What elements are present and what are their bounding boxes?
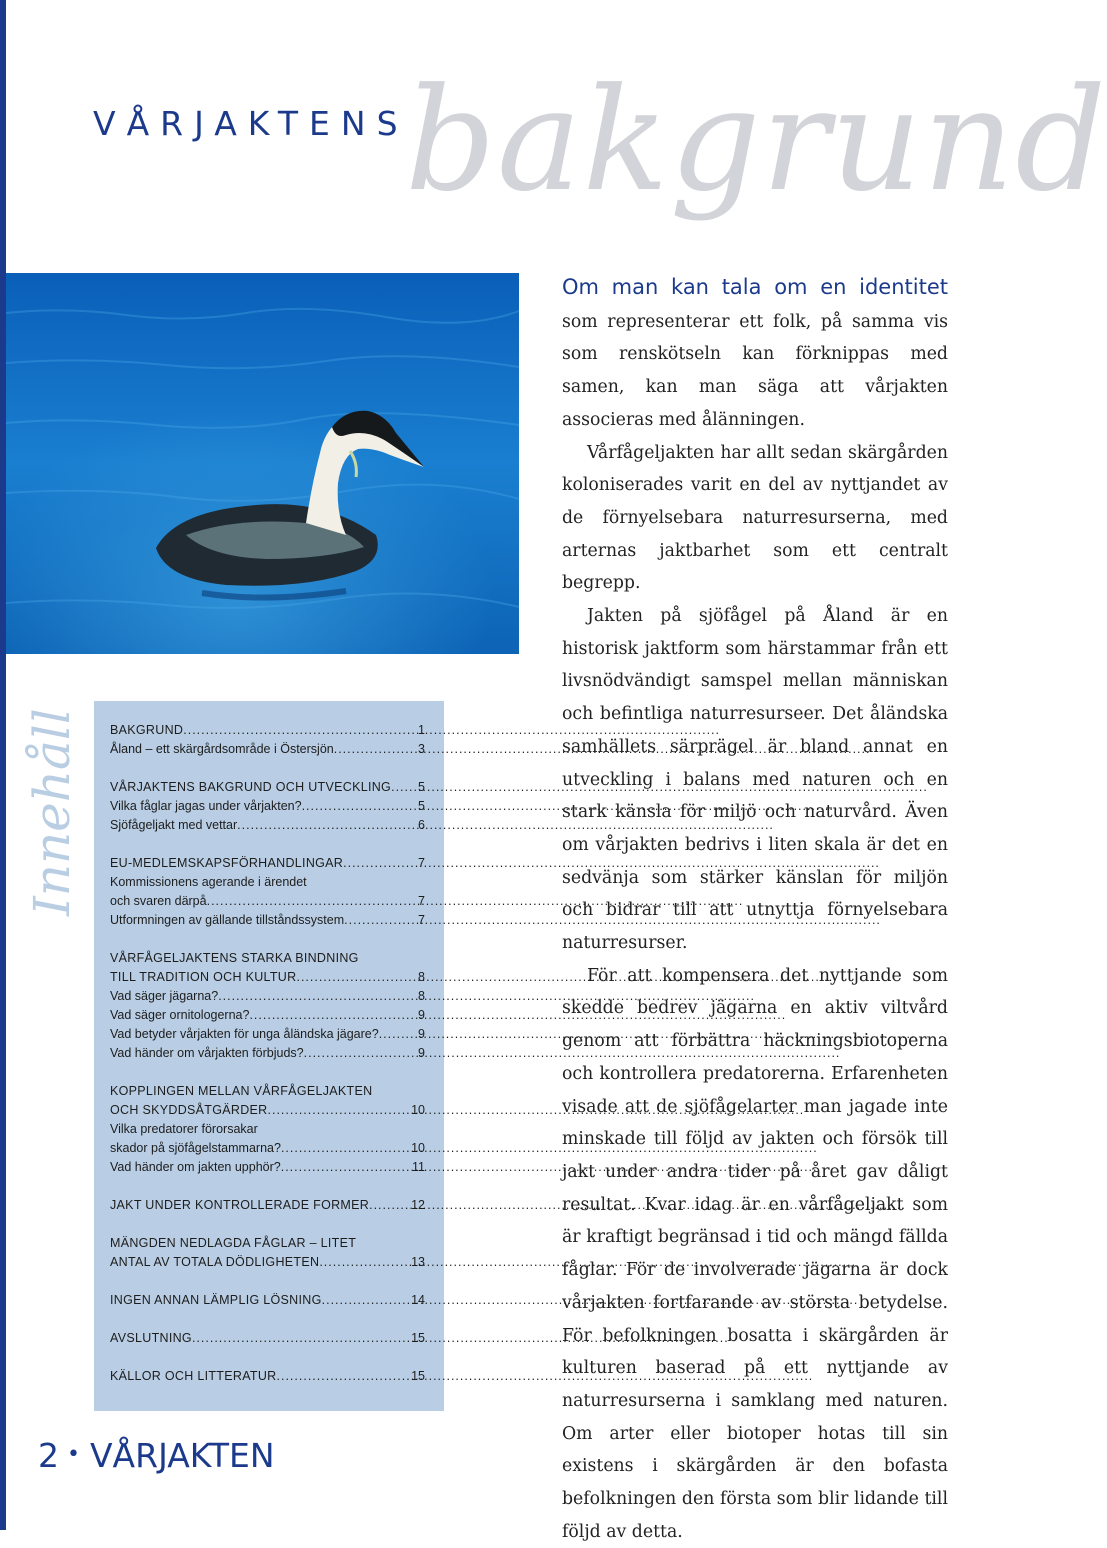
paragraph-1-text: som representerar ett folk, på samma vis som renskötseln kan förknippas med samen, kan man säga att vårjakten associeras med ålänningen. [562,311,948,430]
toc-entry-text: Kommissionens agerande i ärendet [110,875,307,889]
toc-group [110,1291,425,1310]
paragraph-2: Vårfågeljakten har allt sedan skärgården koloniserades varit en del av nyttjandet av de förnyelsebara naturresurserna, med arternas jaktbarhet som ett centralt begrepp. [562,442,948,594]
eider-duck-photo [6,273,519,654]
toc-entry-text: MÄNGDEN NEDLAGDA FÅGLAR – LITET [110,1236,357,1250]
toc-page-number: 10 [411,1103,425,1117]
footer-bullet: • [67,1442,80,1467]
toc-leader-dots [296,968,414,987]
toc-group [110,1082,425,1177]
toc-entry-text: Vad betyder vårjakten för unga åländska jägare? [110,1027,379,1041]
toc-entry[interactable] [110,740,425,759]
toc-entry-text: Vilka fåglar jagas under vårjakten? [110,799,302,813]
toc-group [110,1329,425,1348]
toc-entry-text: Vad säger jägarna? [110,989,219,1003]
toc-vertical-title: Innehåll [23,708,81,916]
lead-phrase: Om man kan tala om en identitet [562,275,948,299]
toc-page-number: 7 [418,913,425,927]
toc-entry-text: AVSLUTNING [110,1331,192,1345]
left-edge-stripe [0,0,6,1530]
toc-entry[interactable] [110,1196,425,1215]
toc-page-number: 5 [418,780,425,794]
toc-page-number: 13 [411,1255,425,1269]
toc-entry[interactable] [110,892,425,911]
toc-entry-continued[interactable] [110,1082,425,1101]
toc-entry[interactable] [110,1025,425,1044]
toc-group [110,778,425,835]
toc-entry-text: TILL TRADITION OCH KULTUR [110,970,297,984]
toc-page-number: 11 [412,1160,425,1174]
toc-leader-dots [281,1139,407,1158]
toc-entry[interactable] [110,1006,425,1025]
toc-entry[interactable] [110,1044,425,1063]
toc-entry-text: BAKGRUND [110,723,184,737]
table-of-contents [94,701,444,1411]
toc-group [110,721,425,759]
toc-leader-dots [391,778,414,797]
toc-entry-text: Vad säger ornitologerna? [110,1008,250,1022]
toc-entry-text: ANTAL AV TOTALA DÖDLIGHETEN [110,1255,320,1269]
toc-leader-dots [379,1025,414,1044]
toc-page-number: 10 [411,1141,425,1155]
toc-entry[interactable] [110,1253,425,1272]
toc-entry-text: INGEN ANNAN LÄMPLIG LÖSNING [110,1293,322,1307]
toc-entry-text: VÅRFÅGELJAKTENS STARKA BINDNING [110,951,359,965]
toc-entry-continued[interactable] [110,1234,425,1253]
toc-page-number: 7 [418,894,425,908]
toc-entry-text: Vilka predatorer förorsakar [110,1122,258,1136]
toc-page-number: 8 [418,989,425,1003]
toc-entry[interactable] [110,1101,425,1120]
toc-entry-continued[interactable] [110,949,425,968]
body-text [562,271,948,1548]
toc-leader-dots [268,1101,408,1120]
toc-leader-dots [183,721,414,740]
toc-entry-text: VÅRJAKTENS BAKGRUND OCH UTVECKLING [110,780,392,794]
toc-entry-text: Åland – ett skärgårdsområde i Östersjön [110,742,334,756]
toc-leader-dots [343,854,414,873]
paragraph-4: För att kompensera det nyttjande som skedde bedrev jägarna en aktiv viltvård genom att förbättra häckningsbiotoperna och kontrollera predatorerna. Erfarenheten visade att de sjöfågelarter man jagade inte minskade till följd av jakten och försök till jakt under andra tider på året gav dåligt resultat. Kvar idag är en vårfågeljakt som är kraftigt begränsad i tid och mängd fällda fåglar. För de involverade jägarna är dock vårjakten fortfarande av största betydelse. För befolkningen bosatta i skärgården är kulturen baserad på ett nyttjande av naturresurserna i samklang med naturen. Om arter eller biotoper hotas till sin existens i skärgården är den bofasta befolkningen den första som blir lidande till följd av detta. [562,965,948,1542]
toc-entry-text: Utformningen av gällande tillståndssystem [110,913,345,927]
toc-entry[interactable] [110,1139,425,1158]
toc-entry[interactable] [110,778,425,797]
toc-page-number: 9 [418,1008,425,1022]
toc-group [110,1196,425,1215]
page-title: VÅRJAKTENS [93,104,409,143]
toc-entry[interactable] [110,721,425,740]
toc-page-number: 15 [411,1369,425,1383]
toc-entry-text: Vad händer om vårjakten förbjuds? [110,1046,304,1060]
toc-leader-dots [237,816,414,835]
toc-page-number: 8 [418,970,425,984]
toc-leader-dots [277,1367,408,1386]
toc-entry[interactable] [110,1367,425,1386]
toc-page-number: 7 [418,856,425,870]
toc-entry-text: EU-MEDLEMSKAPSFÖRHANDLINGAR [110,856,344,870]
toc-entry-text: Vad händer om jakten upphör? [110,1160,281,1174]
toc-entry-text: KOPPLINGEN MELLAN VÅRFÅGELJAKTEN [110,1084,373,1098]
toc-entry[interactable] [110,987,425,1006]
paragraph-3: Jakten på sjöfågel på Åland är en historisk jaktform som härstammar från ett livsnödvändigt samspel mellan människan och befintliga naturresurseer. Det åländska samhällets särprägel är bland annat en utveckling i balans med naturen och en stark känsla för miljö och naturvård. Även om vårjakten bedrivs i liten skala är det en sedvänja som stärker känslan för miljön och bidrar till att utnyttja förnyelsebara naturresurser. [562,606,948,954]
toc-entry[interactable] [110,1291,425,1310]
toc-entry[interactable] [110,816,425,835]
toc-entry-text: JAKT UNDER KONTROLLERADE FORMER [110,1198,370,1212]
toc-entry-text: skador på sjöfågelstammarna? [110,1141,281,1155]
page-footer [38,1436,275,1475]
toc-leader-dots [218,987,414,1006]
toc-entry-text: OCH SKYDDSÅTGÄRDER [110,1103,268,1117]
toc-page-number: 15 [411,1331,425,1345]
toc-leader-dots [192,1329,407,1348]
toc-leader-dots [369,1196,407,1215]
toc-leader-dots [304,1044,414,1063]
toc-page-number: 6 [418,818,425,832]
toc-leader-dots [344,911,414,930]
toc-entry-continued[interactable] [110,873,425,892]
paragraph-1 [562,271,948,437]
toc-group [110,1367,425,1386]
toc-page-number: 12 [411,1198,425,1212]
toc-entry-continued[interactable] [110,1120,425,1139]
toc-page-number: 5 [418,799,425,813]
toc-entry-text: Sjöfågeljakt med vettar [110,818,238,832]
toc-entry[interactable] [110,797,425,816]
toc-leader-dots [302,797,414,816]
toc-entry[interactable] [110,911,425,930]
toc-group [110,949,425,1063]
toc-page-number: 3 [418,742,425,756]
toc-page-number: 9 [418,1027,425,1041]
toc-leader-dots [207,892,414,911]
toc-entry-text: och svaren därpå [110,894,207,908]
toc-entry[interactable] [110,1158,425,1177]
toc-entry[interactable] [110,968,425,987]
toc-leader-dots [319,1253,407,1272]
toc-group [110,854,425,930]
toc-leader-dots [334,740,414,759]
footer-label: VÅRJAKTEN [89,1436,275,1475]
toc-leader-dots [249,1006,414,1025]
background-title-word: bakgrund [405,58,1107,223]
toc-entry[interactable] [110,1329,425,1348]
toc-leader-dots [322,1291,407,1310]
toc-group [110,1234,425,1272]
toc-page-number: 9 [418,1046,425,1060]
toc-entry-text: KÄLLOR OCH LITTERATUR [110,1369,277,1383]
page-number: 2 [38,1436,59,1475]
toc-entry[interactable] [110,854,425,873]
toc-page-number: 1 [418,723,425,737]
toc-page-number: 14 [411,1293,425,1307]
toc-leader-dots [281,1158,408,1177]
